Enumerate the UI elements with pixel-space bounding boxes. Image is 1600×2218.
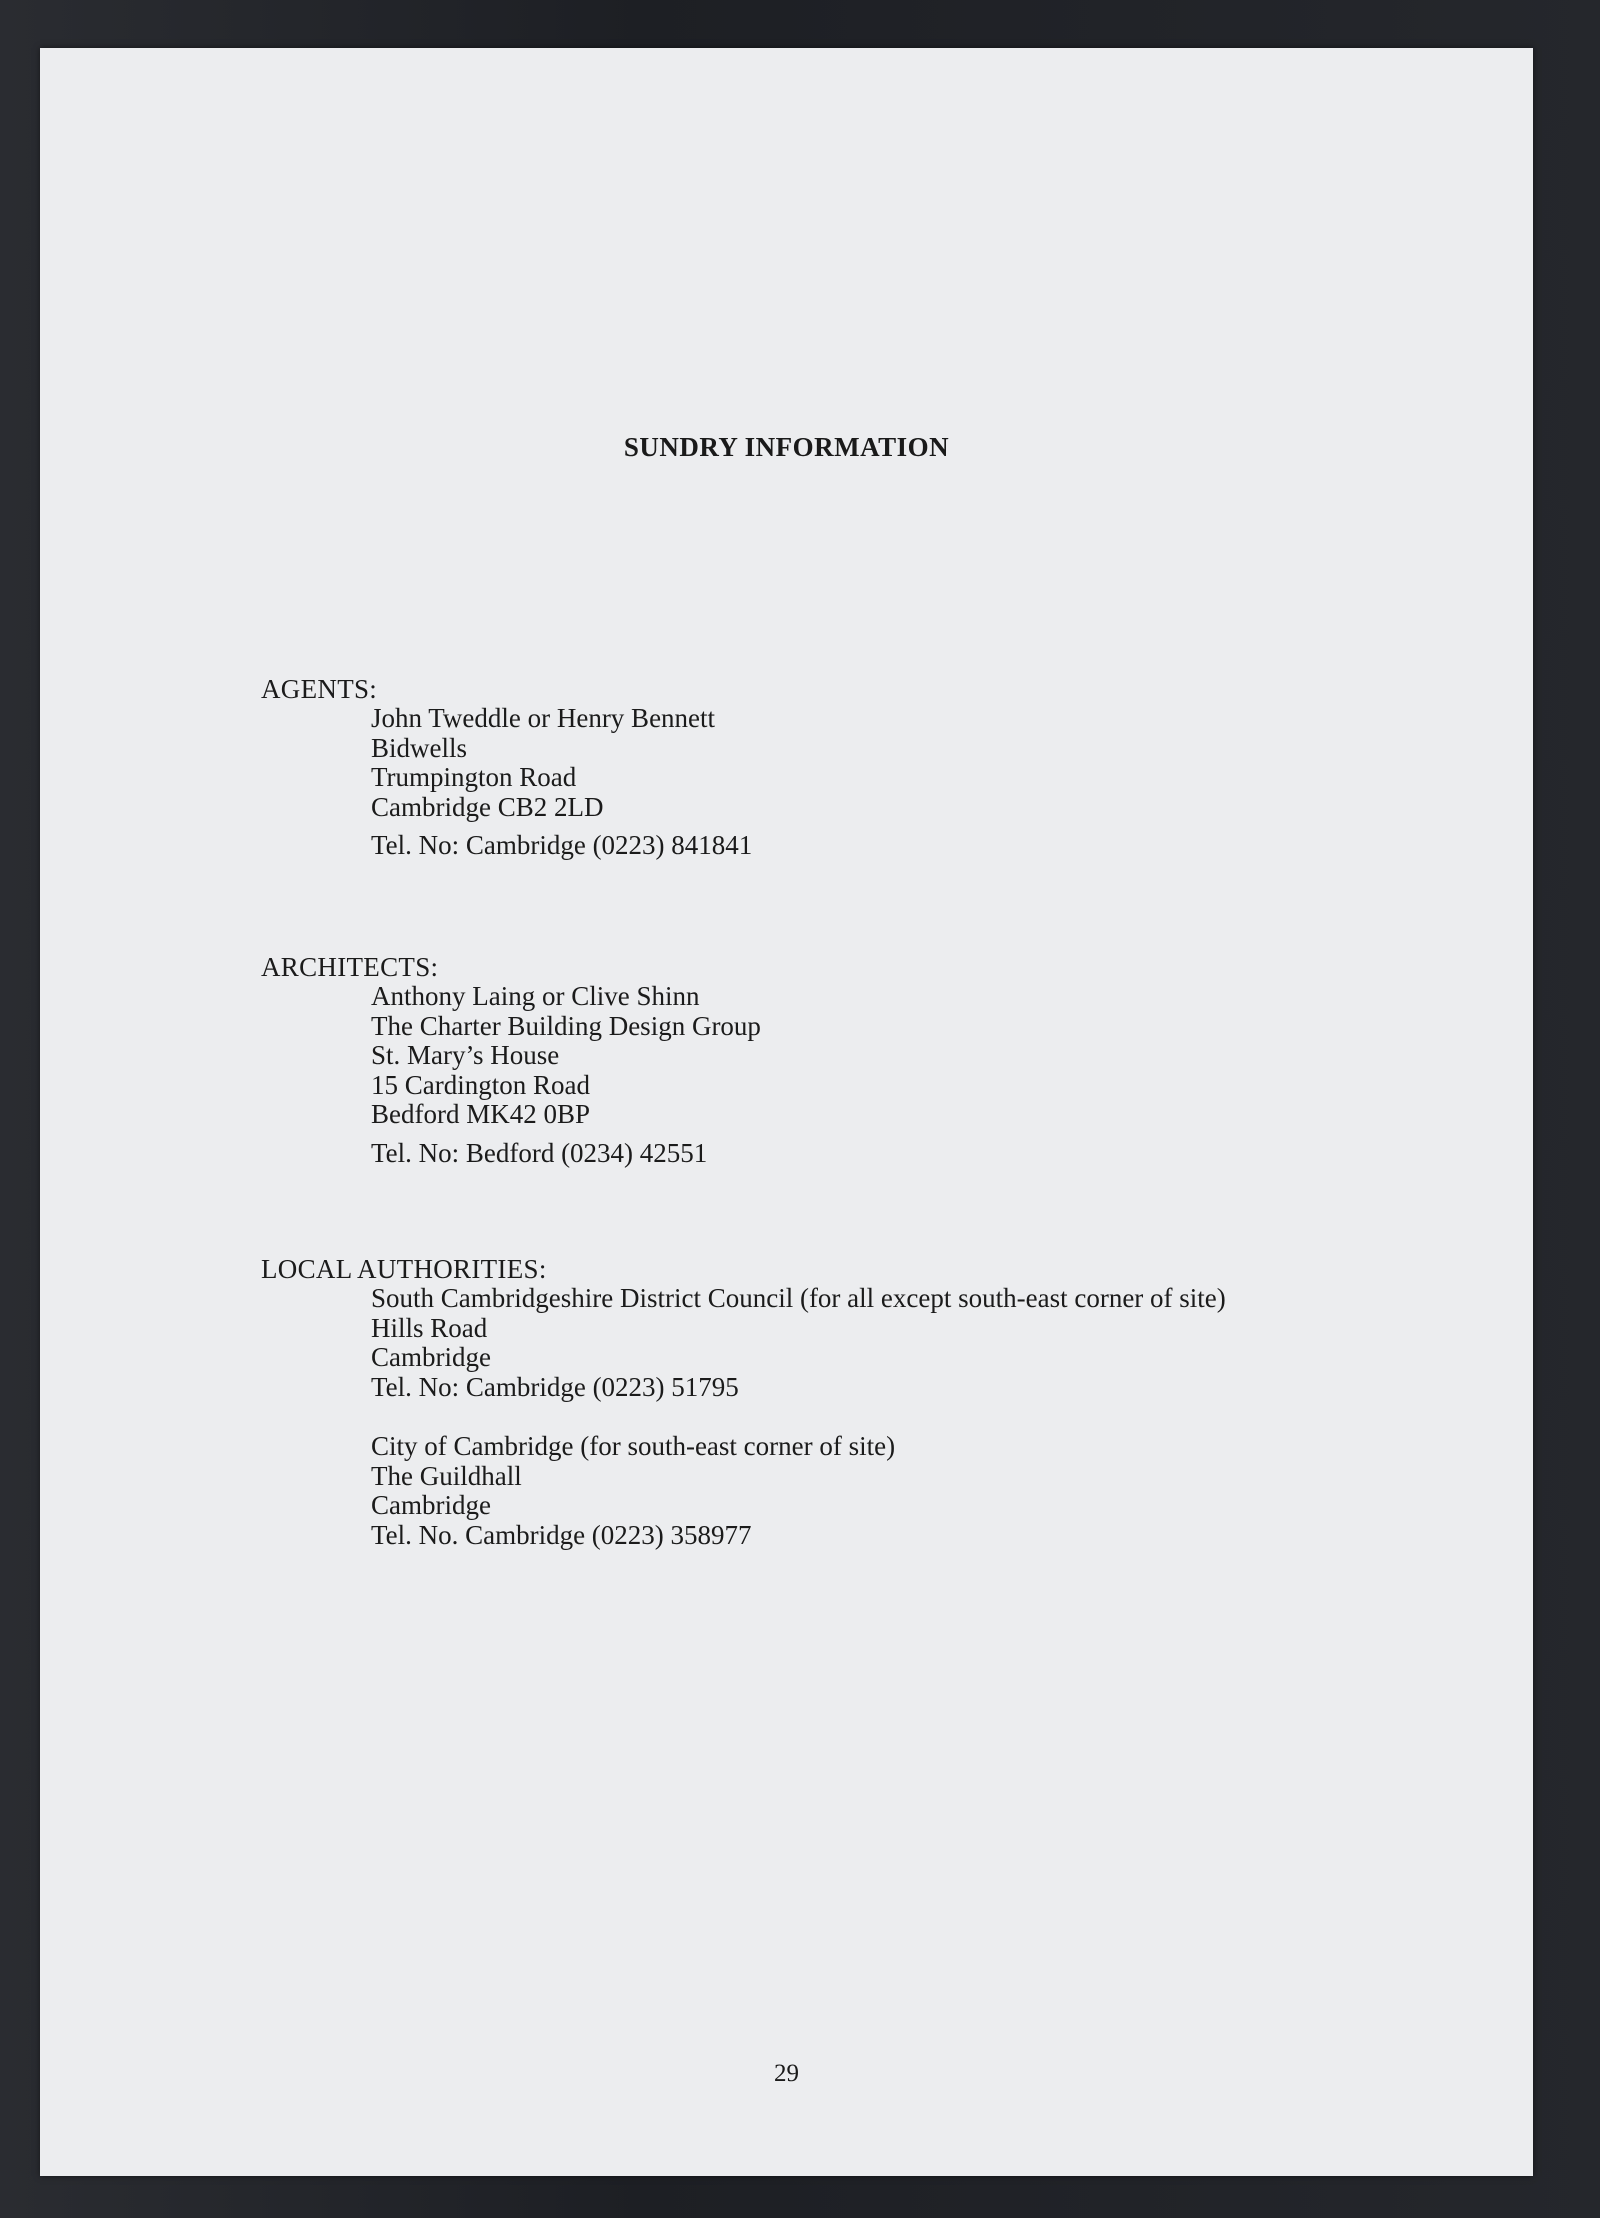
architects-contact-names: Anthony Laing or Clive Shinn <box>371 981 700 1011</box>
architects-firm: The Charter Building Design Group <box>371 1010 761 1041</box>
city-council-name: City of Cambridge (for south-east corner of site) <box>371 1431 896 1461</box>
district-council-address <box>371 1284 1226 1402</box>
architects-address <box>371 982 761 1168</box>
district-council-street: Hills Road <box>371 1312 488 1343</box>
city-council-telephone: Tel. No. Cambridge (0223) 358977 <box>371 1519 752 1550</box>
agents-telephone: Tel. No: Cambridge (0223) 841841 <box>371 830 753 860</box>
document-page <box>40 48 1533 2176</box>
architects-building: St. Mary’s House <box>371 1040 560 1070</box>
architects-telephone: Tel. No: Bedford (0234) 42551 <box>371 1137 708 1168</box>
city-council-address <box>371 1432 1226 1550</box>
architects-heading: ARCHITECTS: <box>261 952 439 982</box>
page-title: SUNDRY INFORMATION <box>623 432 950 462</box>
architects-town-postcode: Bedford MK42 0BP <box>371 1099 591 1129</box>
architects-section <box>261 952 761 1168</box>
agents-address <box>371 704 752 861</box>
agents-street: Trumpington Road <box>371 762 577 792</box>
district-council-town: Cambridge <box>371 1342 491 1372</box>
district-council-telephone: Tel. No: Cambridge (0223) 51795 <box>371 1371 739 1402</box>
city-council-building: The Guildhall <box>371 1460 522 1491</box>
spacer <box>261 1402 1226 1432</box>
local-authorities-section <box>261 1254 1226 1550</box>
agents-town-postcode: Cambridge CB2 2LD <box>371 791 604 822</box>
agents-contact-names: John Tweddle or Henry Bennett <box>371 703 716 733</box>
agents-heading: AGENTS: <box>261 674 378 704</box>
district-council-name: South Cambridgeshire District Council (for all except south-east corner of site) <box>371 1283 1226 1313</box>
local-authorities-heading: LOCAL AUTHORITIES: <box>261 1254 547 1284</box>
agents-firm: Bidwells <box>371 732 468 763</box>
page-number: 29 <box>774 2060 799 2087</box>
agents-section <box>261 674 752 861</box>
city-council-town: Cambridge <box>371 1490 491 1520</box>
architects-street: 15 Cardington Road <box>371 1069 590 1100</box>
